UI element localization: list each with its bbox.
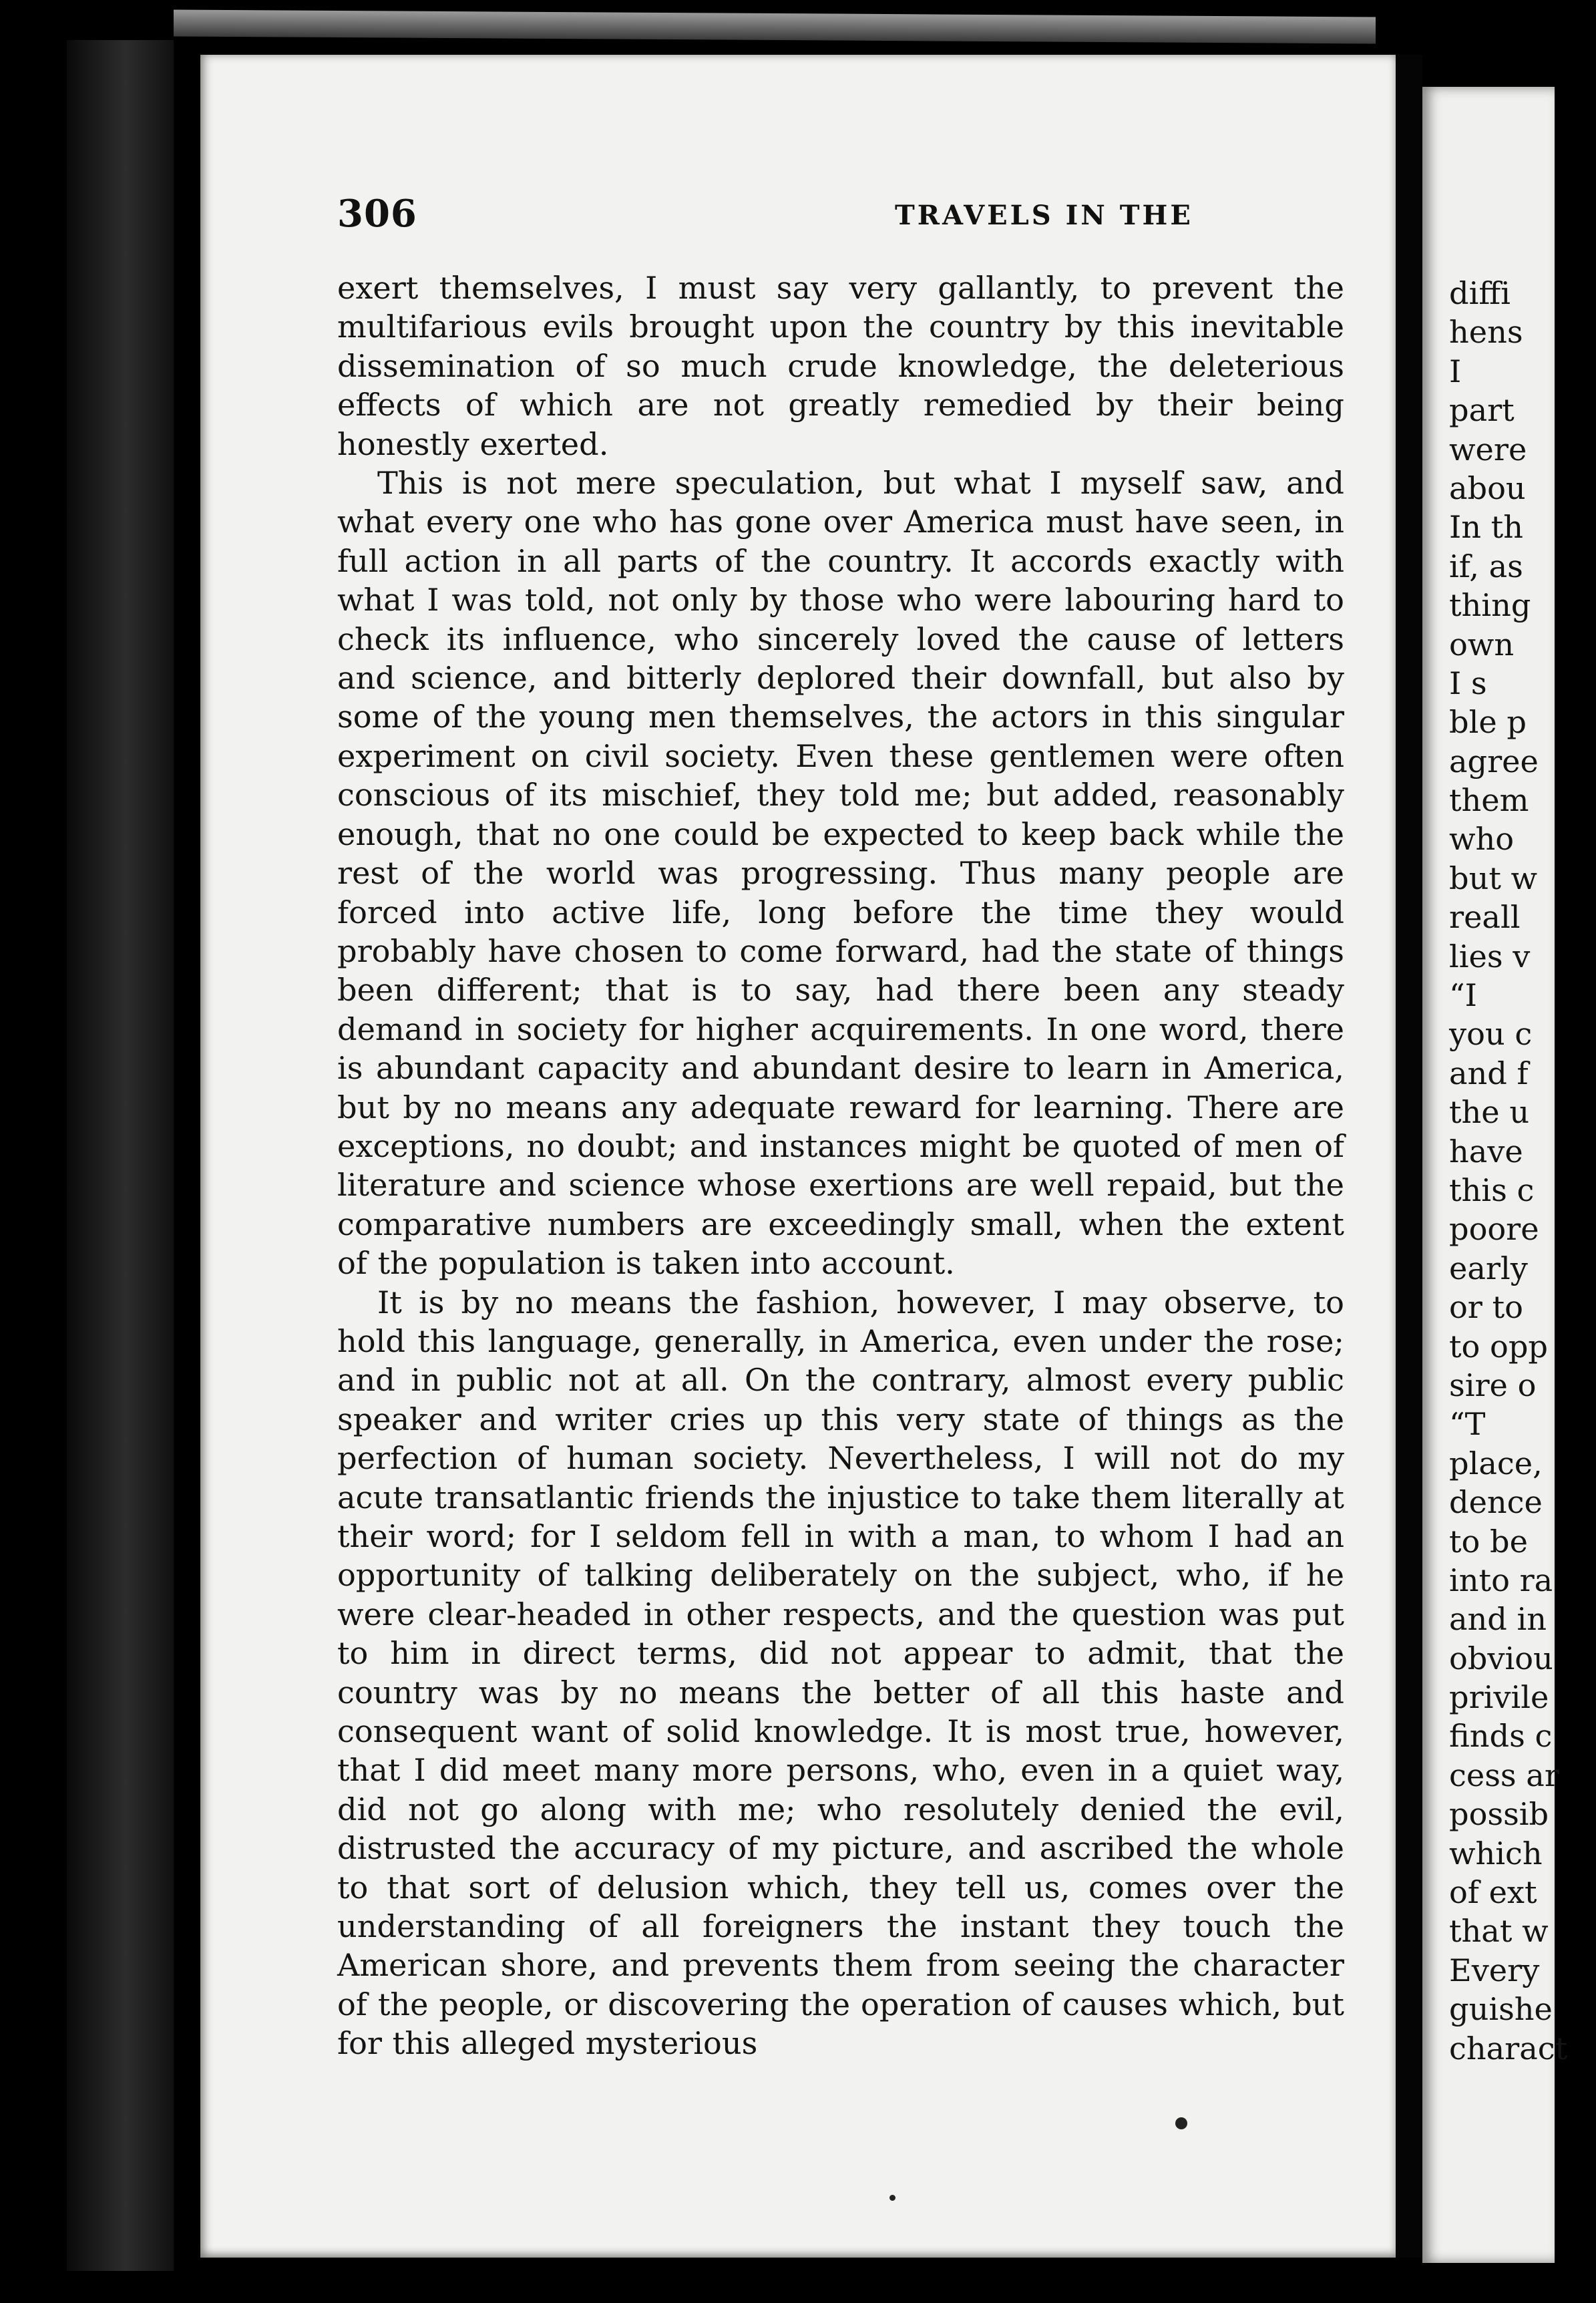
facing-page-line: In th: [1449, 509, 1523, 546]
page-gutter: [1396, 55, 1422, 2258]
facing-page-line: dence: [1449, 1484, 1543, 1521]
facing-page-line: the u: [1449, 1094, 1530, 1131]
facing-page-line: poore: [1449, 1211, 1539, 1248]
facing-page-line: which: [1449, 1835, 1543, 1872]
facing-page-line: if, as: [1449, 548, 1523, 584]
facing-page-line: abou: [1449, 470, 1526, 506]
facing-page-line: own: [1449, 626, 1515, 663]
paragraph-1: exert themselves, I must say very gallantly, to prevent the multifarious evils brought upon the country by this inevitable dissemination of so much crude knowledge, the deleterious effects of which are not greatly remedied by their being honestly exerted.: [337, 270, 1344, 462]
facing-page-line: “T: [1449, 1406, 1486, 1443]
facing-page-line: sire o: [1449, 1367, 1537, 1403]
ink-speck: [1175, 2117, 1187, 2129]
page-number: 306: [337, 192, 417, 236]
facing-page-line: this c: [1449, 1172, 1535, 1208]
facing-page-line: I s: [1449, 665, 1487, 701]
facing-page-line: lies v: [1449, 938, 1531, 975]
body-text: [337, 269, 1344, 2063]
facing-page-line: ble p: [1449, 704, 1527, 741]
facing-page-line: “I: [1449, 977, 1477, 1014]
facing-page-line: finds c: [1449, 1718, 1553, 1755]
facing-page-text: [1449, 274, 1596, 2068]
facing-page-line: charact: [1449, 2030, 1568, 2067]
running-head: [337, 192, 1352, 258]
facing-page-line: reall: [1449, 899, 1521, 936]
facing-page-line: cess ar: [1449, 1757, 1559, 1793]
running-head-title: TRAVELS IN THE: [895, 200, 1193, 231]
facing-page-line: into ra: [1449, 1562, 1553, 1598]
facing-page-line: diffi: [1449, 275, 1511, 311]
facing-page-line: hens: [1449, 314, 1523, 351]
facing-page-line: and in: [1449, 1601, 1547, 1638]
paragraph-3: It is by no means the fashion, however, I may observe, to hold this language, generally, in America, even under the rose; and in public not at all. On the contrary, almost every public speaker and writer cries up this very state of things as the perfection of human society. Nevertheless, I will not do my acute transatlantic friends the injustice to take them literally at their word; for I seldom fell in with a man, to whom I had an opportunity of talking deliberately on the subject, who, if he were clear-headed in other respects, and the question was put to him in direct terms, did not appear to admit, that the country was by no means the better of all this haste and consequent want of solid knowledge. It is most true, however, that I did meet many more persons, who, even in a quiet way, did not go along with me; who resolutely denied the evil, distrusted the accuracy of my picture, and ascribed the whole to that sort of delusion which, they tell us, comes over the understanding of all foreigners the instant they touch the American shore, and prevents them from seeing the character of the people, or discovering the operation of causes which, but for this alleged mysterious: [337, 1284, 1344, 2062]
facing-page-line: to opp: [1449, 1328, 1548, 1365]
page-top-edge-shadow: [174, 10, 1376, 44]
facing-page-line: have: [1449, 1133, 1523, 1170]
paragraph-2: This is not mere speculation, but what I myself saw, and what every one who has gone over America must have seen, in full action in all parts of the country. It accords exactly with what I was told, not only by those who were labouring hard to check its influence, who sincerely loved the cause of letters and science, and bitterly deplored their downfall, but also by some of the young men themselves, the actors in this singular experiment on civil society. Even these gentlemen were often conscious of its mischief, they told me; but added, reasonably enough, that no one could be expected to keep back while the rest of the world was progressing. Thus many people are forced into active life, long before the time they would probably have chosen to come forward, had the state of things been different; that is to say, had there been any steady demand in society for higher acquirements. In one word, there is abundant capacity and abundant desire to learn in America, but by no means any adequate reward for learning. There are exceptions, no doubt; and instances might be quoted of men of literature and science whose exertions are well repaid, but the comparative numbers are exceedingly small, when the extent of the population is taken into account.: [337, 465, 1344, 1282]
facing-page-edge: [1422, 87, 1568, 2263]
ink-speck: [889, 2195, 895, 2201]
facing-page-line: place,: [1449, 1445, 1543, 1481]
facing-page-line: privile: [1449, 1679, 1549, 1716]
facing-page-line: to be: [1449, 1523, 1528, 1560]
left-page: [200, 55, 1396, 2258]
facing-page-line: part: [1449, 392, 1515, 429]
facing-page-line: were: [1449, 431, 1527, 468]
facing-page-line: and f: [1449, 1055, 1529, 1091]
facing-page-line: them: [1449, 782, 1529, 819]
facing-page-line: who: [1449, 821, 1515, 858]
facing-page-line: early: [1449, 1250, 1528, 1286]
facing-page-line: agree: [1449, 743, 1539, 779]
facing-page-line: Every: [1449, 1952, 1540, 1988]
facing-page-line: of ext: [1449, 1874, 1537, 1911]
facing-page-line: thing: [1449, 587, 1531, 624]
facing-page-line: obviou: [1449, 1640, 1553, 1676]
facing-page-line: you c: [1449, 1016, 1533, 1053]
facing-page-line: guishe: [1449, 1991, 1553, 2028]
facing-page-line: but w: [1449, 860, 1538, 896]
facing-page-line: possib: [1449, 1796, 1549, 1833]
facing-page-line: that w: [1449, 1913, 1549, 1950]
book-binding-edge: [67, 40, 174, 2271]
facing-page-line: or to: [1449, 1289, 1523, 1326]
facing-page-line: I: [1449, 353, 1462, 389]
